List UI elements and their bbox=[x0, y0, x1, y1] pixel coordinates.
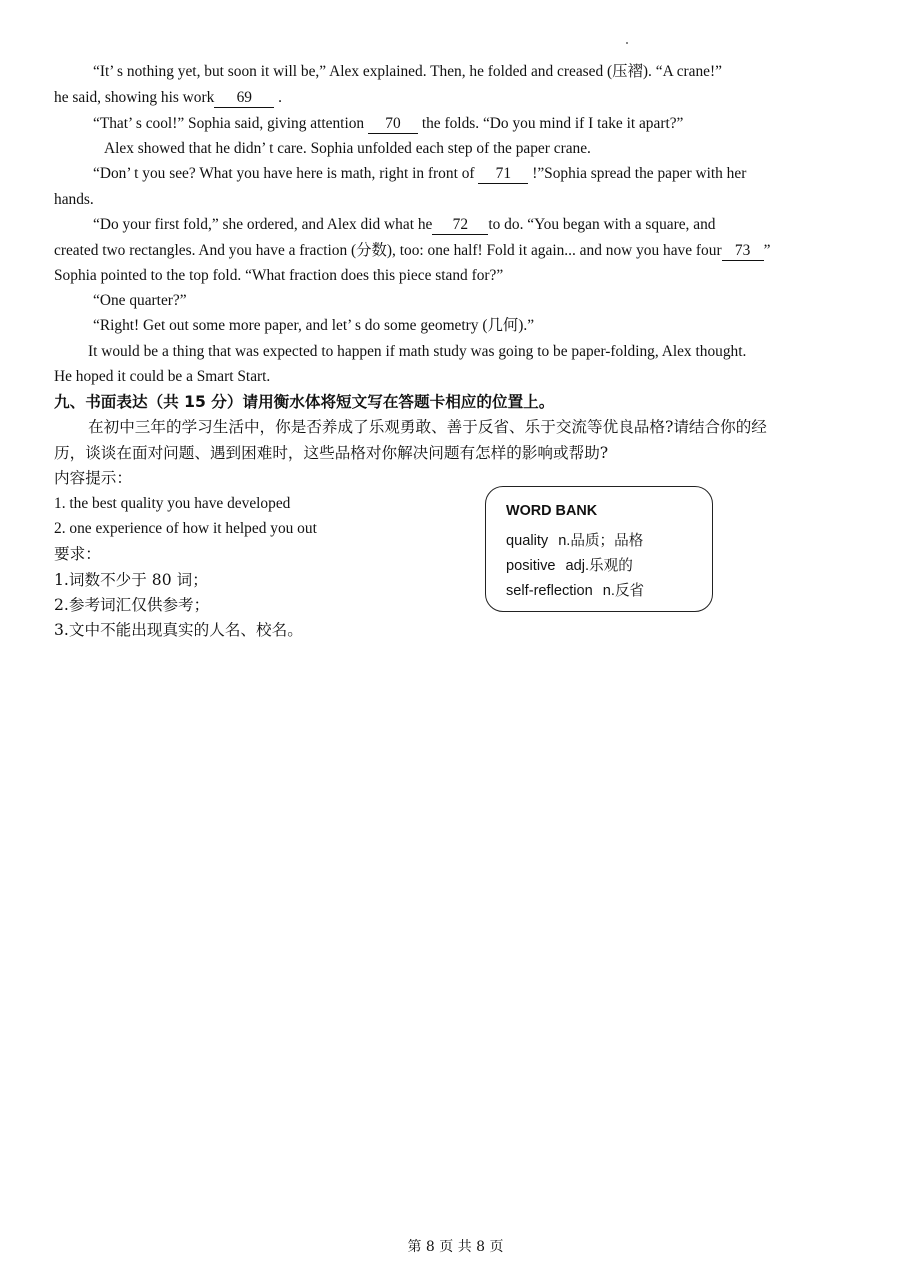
passage-text: . bbox=[274, 89, 283, 106]
passage-line-4 bbox=[104, 138, 591, 160]
passage-text: to do. “You began with a square, and bbox=[488, 216, 716, 233]
passage-text: created two rectangles. And you have a fraction (分数), too: one half! Fold it again... and now you have four bbox=[54, 242, 722, 259]
requirement-3: 3.文中不能出现真实的人名、校名。 bbox=[54, 621, 303, 639]
passage-line-11 bbox=[93, 315, 534, 337]
blank-70[interactable]: 70 bbox=[368, 115, 418, 134]
passage-line-8 bbox=[54, 240, 770, 262]
passage-text: “Right! Get out some more paper, and let’ s do some geometry (几何).” bbox=[93, 317, 535, 334]
passage-text: “Don’ t you see? What you have here is math, right in front of bbox=[93, 165, 479, 182]
requirement-1: 1.词数不少于 80 词； bbox=[54, 571, 208, 589]
passage-line-9 bbox=[54, 265, 503, 287]
passage-line-12 bbox=[88, 341, 746, 363]
passage-text: “That’ s cool!” Sophia said, giving attention bbox=[93, 115, 368, 132]
prompt-line-1: 在初中三年的学习生活中，你是否养成了乐观勇敢、善于反省、乐于交流等优良品格?请结合你的经 bbox=[88, 418, 767, 436]
passage-text: he said, showing his work bbox=[54, 89, 215, 106]
passage-line-7 bbox=[93, 214, 715, 236]
passage-text: It would be a thing that was expected to happen if math study was going to be paper-folding, Alex thought. bbox=[88, 343, 747, 360]
word-bank-item bbox=[506, 579, 644, 600]
passage-line-13 bbox=[54, 366, 270, 388]
passage-text: hands. bbox=[54, 191, 94, 208]
passage-text: ” bbox=[763, 242, 771, 259]
passage-text: “Do your first fold,” she ordered, and Alex did what he bbox=[93, 216, 433, 233]
blank-71[interactable]: 71 bbox=[478, 165, 528, 184]
requirement-2: 2.参考词汇仅供参考； bbox=[54, 596, 210, 614]
blank-73[interactable]: 73 bbox=[722, 242, 764, 261]
passage-line-2 bbox=[54, 87, 282, 109]
hints-label: 内容提示： bbox=[54, 469, 132, 487]
passage-text: Sophia pointed to the top fold. “What fraction does this piece stand for?” bbox=[54, 267, 504, 284]
passage-text: He hoped it could be a Smart Start. bbox=[54, 368, 271, 385]
passage-line-3 bbox=[93, 113, 683, 135]
word-bank-box bbox=[485, 486, 713, 612]
requirements-label: 要求： bbox=[54, 545, 101, 563]
blank-69[interactable]: 69 bbox=[214, 89, 274, 108]
passage-text: “It’ s nothing yet, but soon it will be,” Alex explained. Then, he folded and creased (压褶). “A crane!” bbox=[93, 63, 722, 80]
passage-line-6 bbox=[54, 189, 94, 211]
word-bank-meaning: n.品质；品格 bbox=[558, 533, 644, 549]
prompt-line-2: 历，谈谈在面对问题、遇到困难时，这些品格对你解决问题有怎样的影响或帮助? bbox=[54, 444, 609, 462]
hint-2: 2. one experience of how it helped you out bbox=[54, 520, 317, 537]
section-heading: 九、书面表达（共 15 分）请用衡水体将短文写在答题卡相应的位置上。 bbox=[54, 393, 555, 411]
passage-text: Alex showed that he didn’ t care. Sophia unfolded each step of the paper crane. bbox=[104, 140, 591, 157]
passage-line-1 bbox=[93, 61, 722, 83]
blank-72[interactable]: 72 bbox=[432, 216, 488, 235]
passage-text: !”Sophia spread the paper with her bbox=[528, 165, 747, 182]
word-bank-word: positive bbox=[506, 558, 556, 574]
word-bank-word: quality bbox=[506, 533, 549, 549]
passage-text: “One quarter?” bbox=[93, 292, 187, 309]
word-bank-item bbox=[506, 529, 643, 550]
scan-speck bbox=[626, 42, 628, 44]
passage-line-10 bbox=[93, 290, 187, 312]
hint-1: 1. the best quality you have developed bbox=[54, 495, 291, 512]
passage-text: the folds. “Do you mind if I take it apart?” bbox=[417, 115, 684, 132]
word-bank-title: WORD BANK bbox=[506, 503, 598, 519]
word-bank-meaning: n.反省 bbox=[602, 583, 645, 599]
word-bank-meaning: adj.乐观的 bbox=[565, 558, 633, 574]
passage-line-5 bbox=[93, 163, 746, 185]
word-bank-item bbox=[506, 554, 633, 575]
word-bank-word: self-reflection bbox=[506, 583, 593, 599]
page-footer: 第 8 页 共 8 页 bbox=[407, 1239, 504, 1255]
